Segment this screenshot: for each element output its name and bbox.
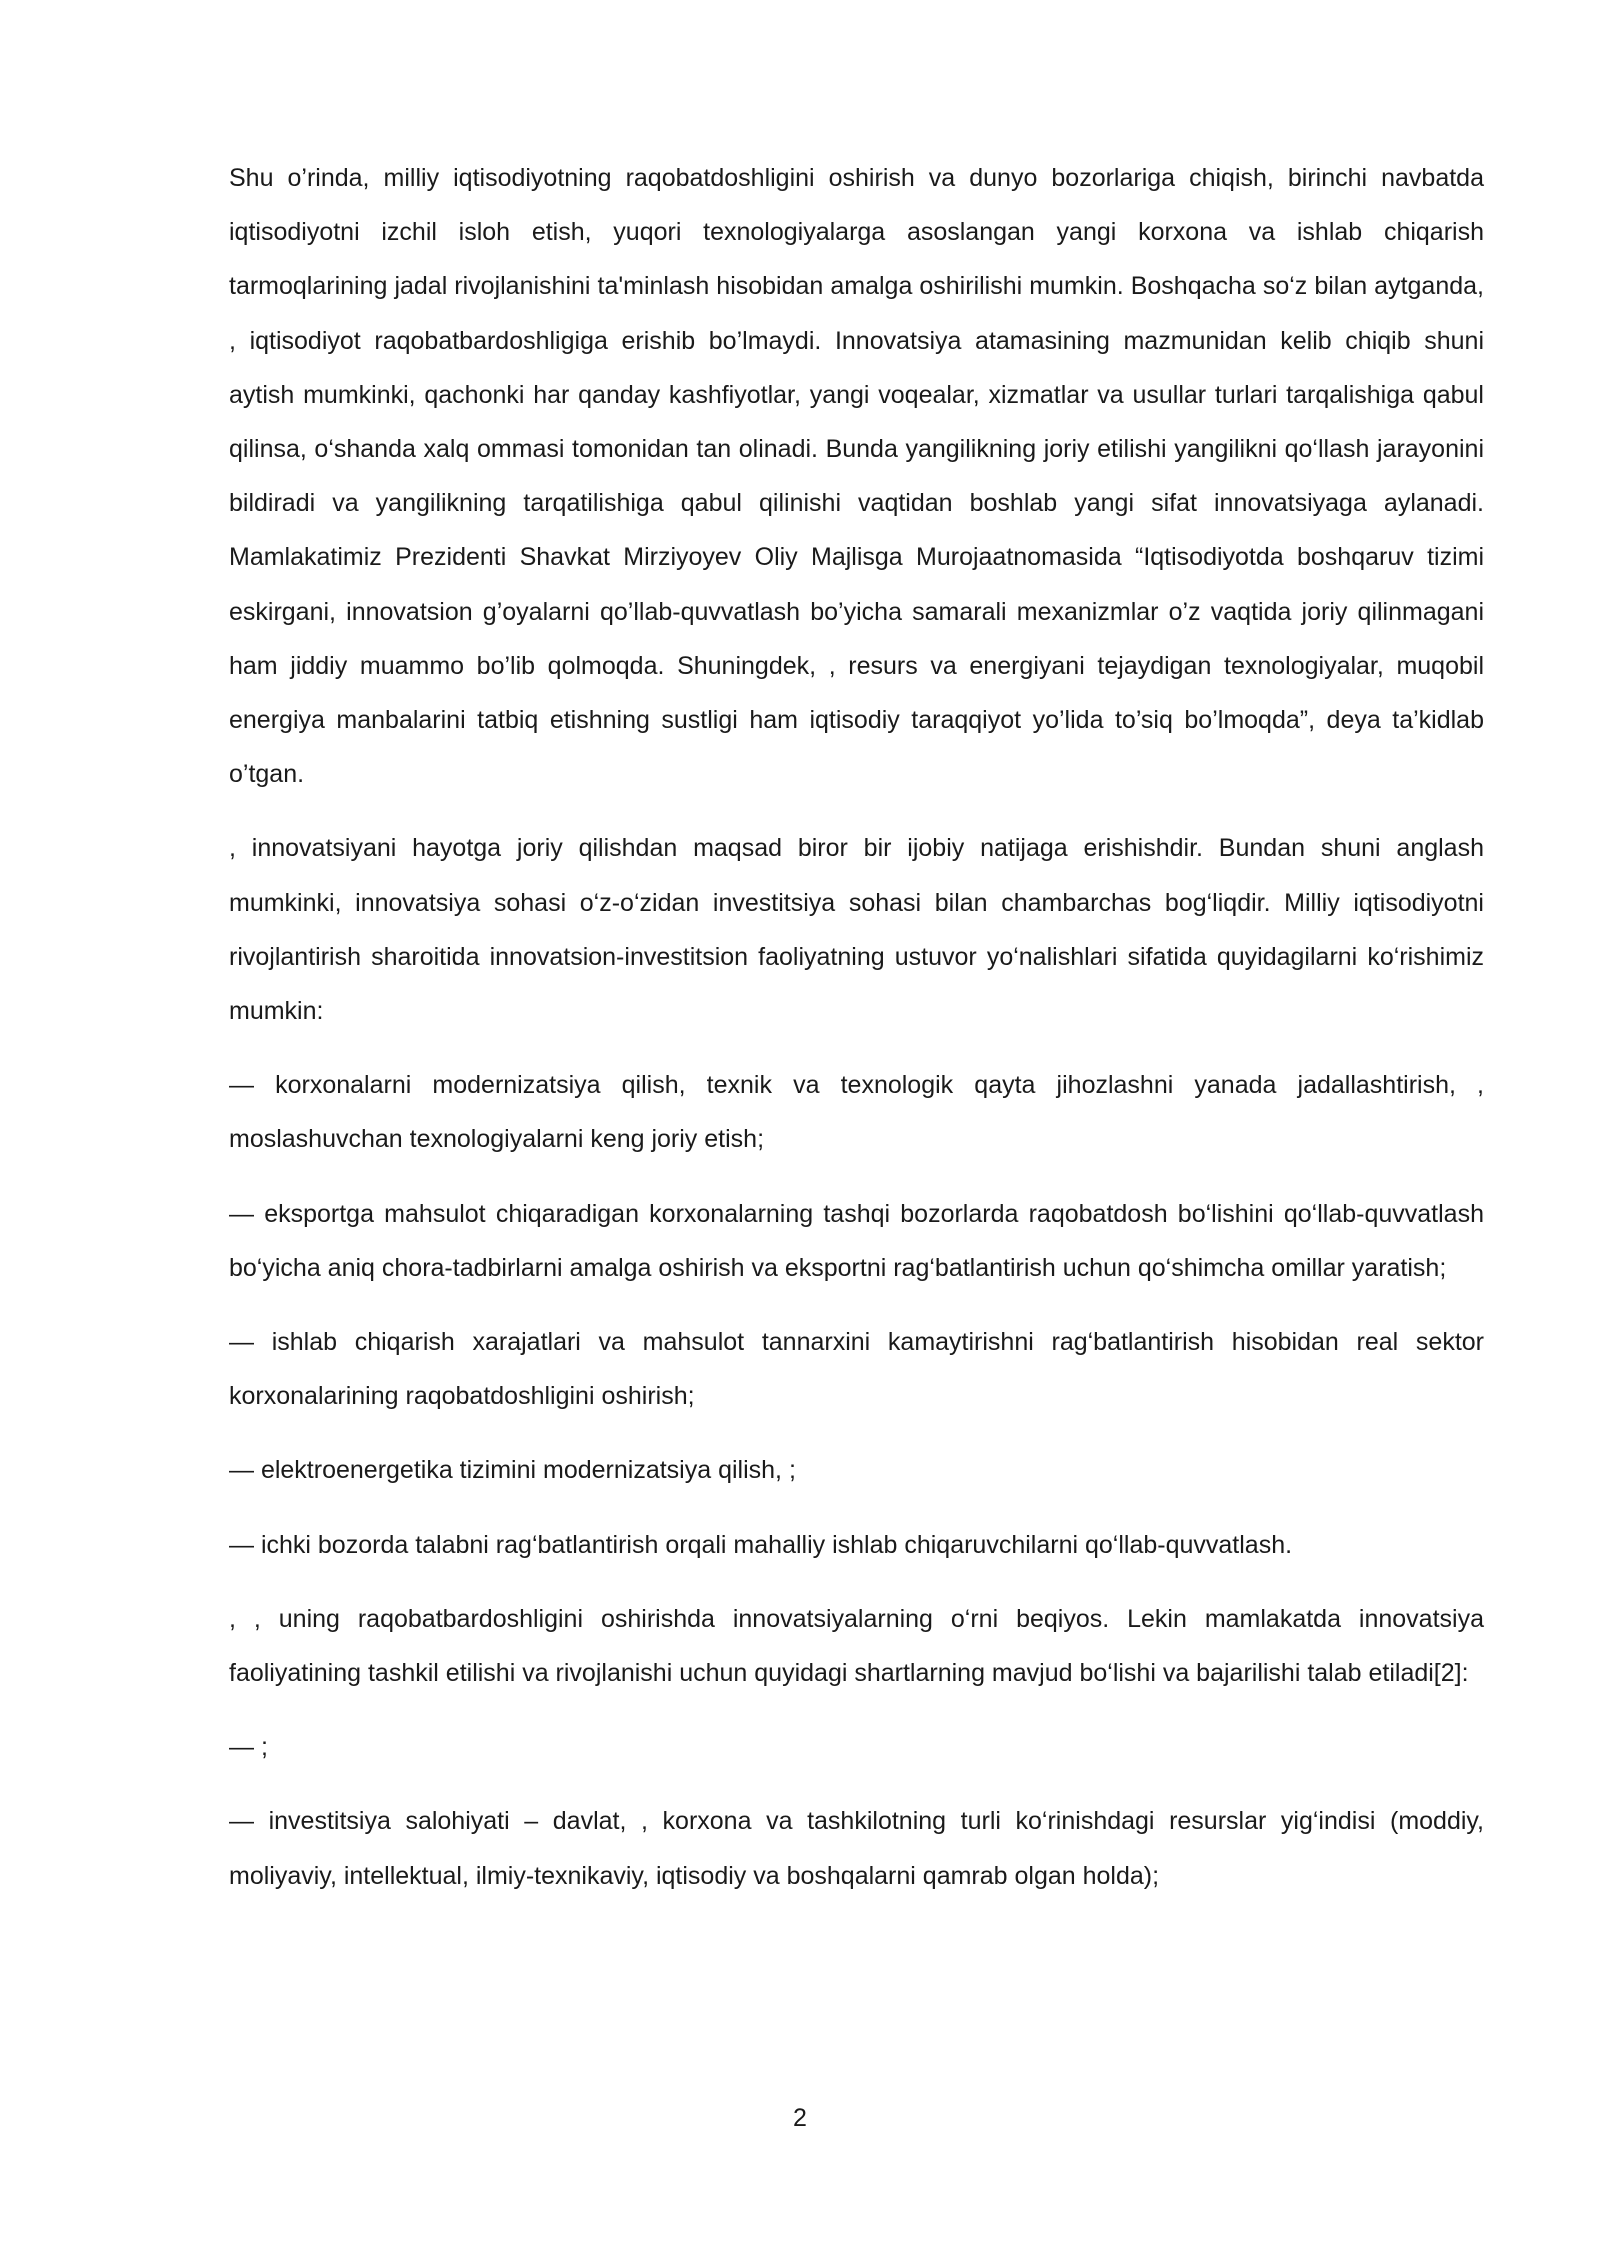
page-number: 2 [793, 2104, 807, 2132]
list-item-empty: — ; [229, 1733, 268, 1762]
paragraph-innovation-goal: , innovatsiyani hayotga joriy qilishdan maqsad biror bir ijobiy natijaga erishishdir. Bundan shuni anglash mumkinki, innovatsiya sohasi o‘z-o‘zidan investitsiya sohasi bilan chambarchas bog‘liqdir. Milliy iqtisodiyotni rivojlantirish sharoitida innovatsion-investitsion faoliyatning ustuvor yo‘nalishlari sifatida quyidagilarni ko‘rishimiz mumkin: [229, 834, 1484, 1026]
document-body [229, 151, 1484, 1903]
paragraph-intro: Shu o’rinda, milliy iqtisodiyotning raqobatdoshligini oshirish va dunyo bozorlariga chiqish, birinchi navbatda iqtisodiyotni izchil isloh etish, yuqori texnologiyalarga asoslangan yangi korxona va ishlab chiqarish tarmoqlarining jadal rivojlanishini ta'minlash hisobidan amalga oshirilishi mumkin. Boshqacha so‘z bilan aytganda, , iqtisodiyot raqobatbardoshligiga erishib bo’lmaydi. Innovatsiya atamasining mazmunidan kelib chiqib shuni aytish mumkinki, qachonki har qanday kashfiyotlar, yangi voqealar, xizmatlar va usullar turlari tarqalishiga qabul qilinsa, o‘shanda xalq ommasi tomonidan tan olinadi. Bunda yangilikning joriy etilishi yangilikni qo‘llash jarayonini bildiradi va yangilikning tarqatilishiga qabul qilinishi vaqtidan boshlab yangi sifat innovatsiyaga aylanadi. Mamlakatimiz Prezidenti Shavkat Mirziyoyev Oliy Majlisga Murojaatnomasida “Iqtisodiyotda boshqaruv tizimi eskirgani, innovatsion g’oyalarni qo’llab-quvvatlash bo’yicha samarali mexanizmlar o’z vaqtida joriy qilinmagani ham jiddiy muammo bo’lib qolmoqda. Shuningdek, , resurs va energiyani tejaydigan texnologiyalar, muqobil energiya manbalarini tatbiq etishning sustligi ham iqtisodiy taraqqiyot yo’lida to’siq bo’lmoqda”, deya ta’kidlab o’tgan. [229, 164, 1484, 789]
list-item-modernization: — korxonalarni modernizatsiya qilish, texnik va texnologik qayta jihozlashni yanada jadallashtirish, , moslashuvchan texnologiyalarni keng joriy etish; [229, 1071, 1484, 1154]
list-item-investment-potential: — investitsiya salohiyati – davlat, , korxona va tashkilotning turli ko‘rinishdagi resurslar yig‘indisi (moddiy, moliyaviy, intellektual, ilmiy-texnikaviy, iqtisodiy va boshqalarni qamrab olgan holda); [229, 1807, 1484, 1890]
list-item-export: — eksportga mahsulot chiqaradigan korxonalarning tashqi bozorlarda raqobatdosh bo‘lishini qo‘llab-quvvatlash bo‘yicha aniq chora-tadbirlarni amalga oshirish va eksportni rag‘batlantirish uchun qo‘shimcha omillar yaratish; [229, 1199, 1484, 1282]
paragraph-conditions: , , uning raqobatbardoshligini oshirishda innovatsiyalarning o‘rni beqiyos. Lekin mamlakatda innovatsiya faoliyatining tashkil etilishi va rivojlanishi uchun quyidagi shartlarning mavjud bo‘lishi va bajarilishi talab etiladi[2]: [229, 1604, 1484, 1688]
list-item-energy: — elektroenergetika tizimini modernizatsiya qilish, ; [229, 1456, 796, 1485]
list-item-costs: — ishlab chiqarish xarajatlari va mahsulot tannarxini kamaytirishni rag‘batlantirish hisobidan real sektor korxonalarining raqobatdoshligini oshirish; [229, 1328, 1484, 1411]
list-item-domestic-demand: — ichki bozorda talabni rag‘batlantirish orqali mahalliy ishlab chiqaruvchilarni qo‘llab-quvvatlash. [229, 1530, 1293, 1559]
